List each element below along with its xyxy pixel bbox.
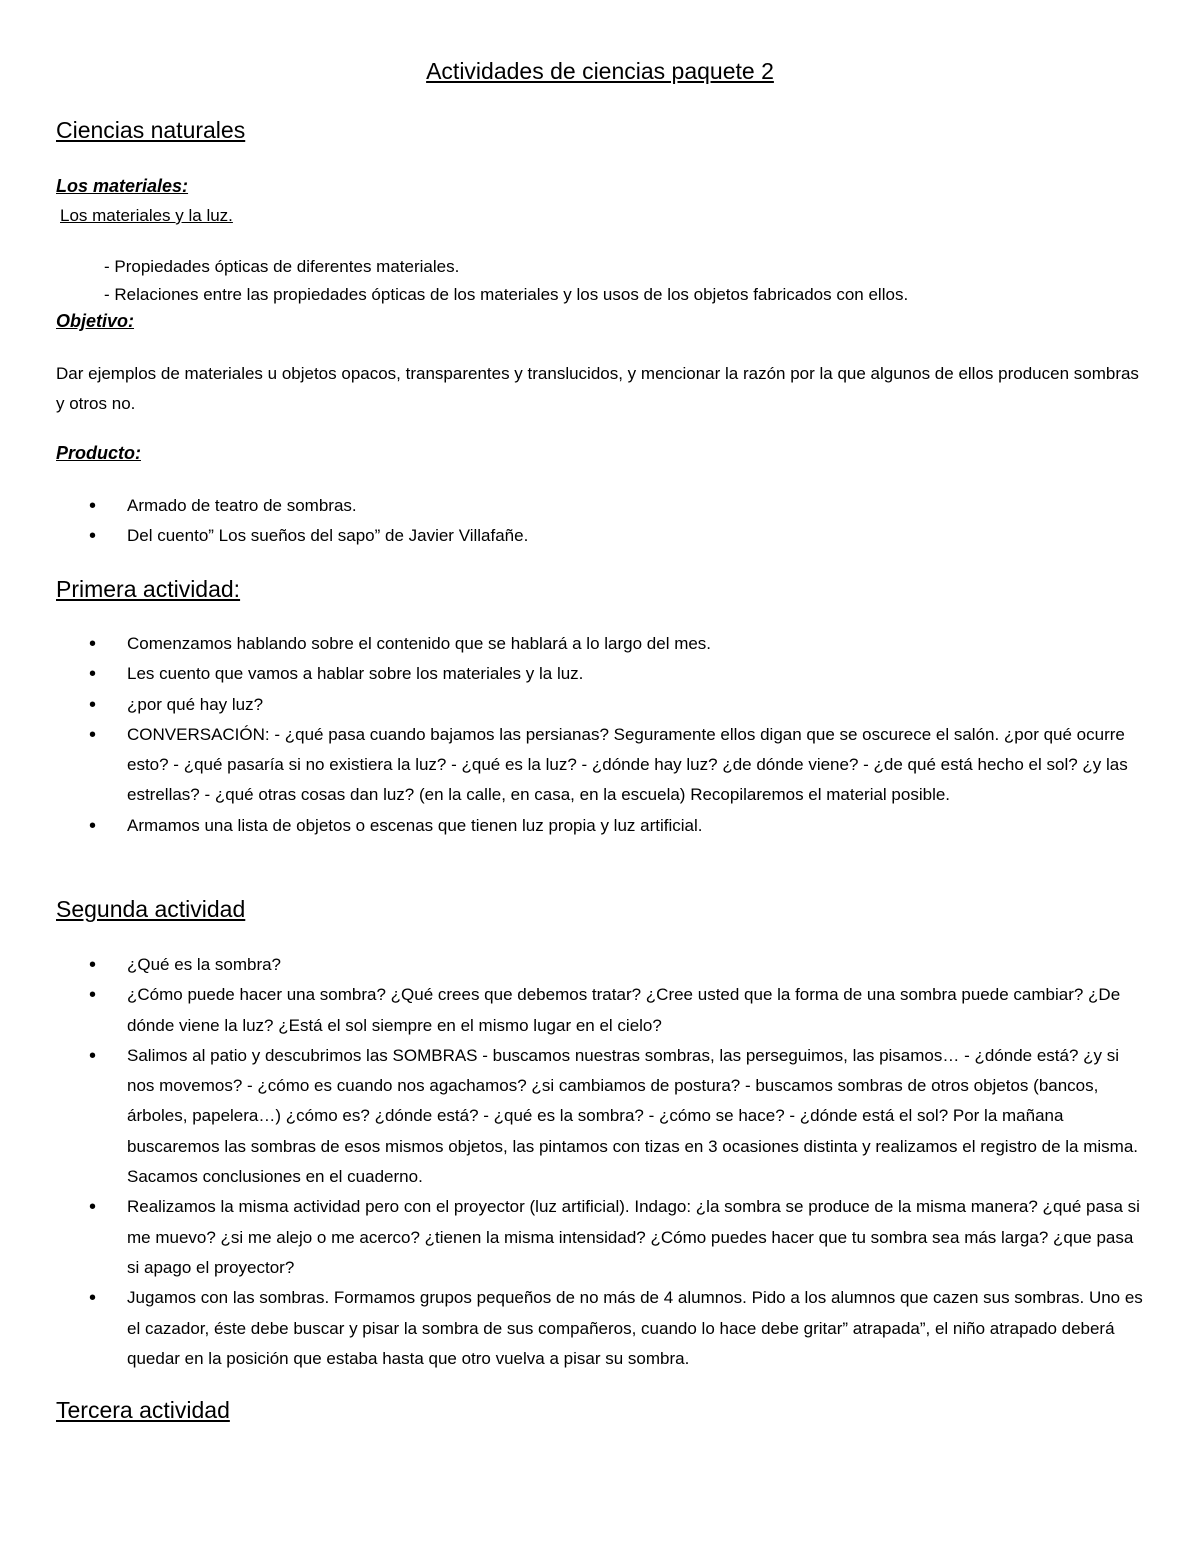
activity1-list [0,629,1150,841]
objective-label: Objetivo: [56,311,135,331]
list-item: • CONVERSACIÓN: - ¿qué pasa cuando bajamos las persianas? Seguramente ellos digan que se oscurece el salón. ¿por qué ocurre esto? - ¿qué pasaría si no existiera la luz? - ¿qué es la luz? - ¿dónde hay luz? ¿de dónde viene? - ¿de qué está hecho el sol? ¿y las estrellas? - ¿qué otras cosas dan luz? (en la calle, en casa, en la escuela) Recopilaremos el material posible. [0,720,1150,811]
list-item: • Les cuento que vamos a hablar sobre los materiales y la luz. [0,659,1150,689]
activity1-heading: Primera actividad: [56,576,241,602]
list-item: • ¿Cómo puede hacer una sombra? ¿Qué crees que debemos tratar? ¿Cree usted que la forma de una sombra puede cambiar? ¿De dónde viene la luz? ¿Está el sol siempre en el mismo lugar en el cielo? [0,980,1150,1041]
list-item: • Comenzamos hablando sobre el contenido que se hablará a lo largo del mes. [0,629,1150,659]
objective-text: Dar ejemplos de materiales u objetos opacos, transparentes y translucidos, y mencionar la razón por la que algunos de ellos producen sombras y otros no. [56,364,1139,413]
product-list [0,491,1150,552]
list-item: - Propiedades ópticas de diferentes materiales. [104,257,460,276]
list-item: • Armado de teatro de sombras. [0,491,1150,521]
list-item: • ¿por qué hay luz? [0,690,1150,720]
list-item: • Jugamos con las sombras. Formamos grupos pequeños de no más de 4 alumnos. Pido a los alumnos que cazen sus sombras. Uno es el cazador, éste debe buscar y pisar la sombra de sus compañeros, cuando lo hace debe gritar” atrapada”, el niño atrapado deberá quedar en la posición que estaba hasta que otro vuelva a pisar su sombra. [0,1283,1150,1374]
list-item: • ¿Qué es la sombra? [0,950,1150,980]
activity3-heading: Tercera actividad [56,1397,230,1423]
activity2-list [0,950,1150,1374]
list-item: • Del cuento” Los sueños del sapo” de Javier Villafañe. [0,521,1150,551]
product-label: Producto: [56,443,141,463]
list-item: • Realizamos la misma actividad pero con el proyector (luz artificial). Indago: ¿la sombra se produce de la misma manera? ¿qué pasa si me muevo? ¿si me alejo o me acerco? ¿tienen la misma intensidad? ¿Cómo puedes hacer que tu sombra sea más larga? ¿que pasa si apago el proyector? [0,1192,1150,1283]
materials-label: Los materiales: [56,176,189,196]
materials-list [104,253,1104,309]
subject-heading: Ciencias naturales [56,117,246,143]
document-title: Actividades de ciencias paquete 2 [426,58,774,84]
list-item: • Salimos al patio y descubrimos las SOMBRAS - buscamos nuestras sombras, las perseguimos, las pisamos… - ¿dónde está? ¿y si nos movemos? - ¿cómo es cuando nos agachamos? ¿si cambiamos de postura? - buscamos sombras de otros objetos (bancos, árboles, papelera…) ¿cómo es? ¿dónde está? - ¿qué es la sombra? - ¿cómo se hace? - ¿dónde está el sol? Por la mañana buscaremos las sombras de esos mismos objetos, las pintamos con tizas en 3 ocasiones distinta y realizamos el registro de la misma. Sacamos conclusiones en el cuaderno. [0,1041,1150,1192]
materials-subtitle: Los materiales y la luz. [60,206,233,225]
list-item: - Relaciones entre las propiedades ópticas de los materiales y los usos de los objetos fabricados con ellos. [104,285,909,304]
list-item: • Armamos una lista de objetos o escenas que tienen luz propia y luz artificial. [0,811,1150,841]
activity2-heading: Segunda actividad [56,896,246,922]
